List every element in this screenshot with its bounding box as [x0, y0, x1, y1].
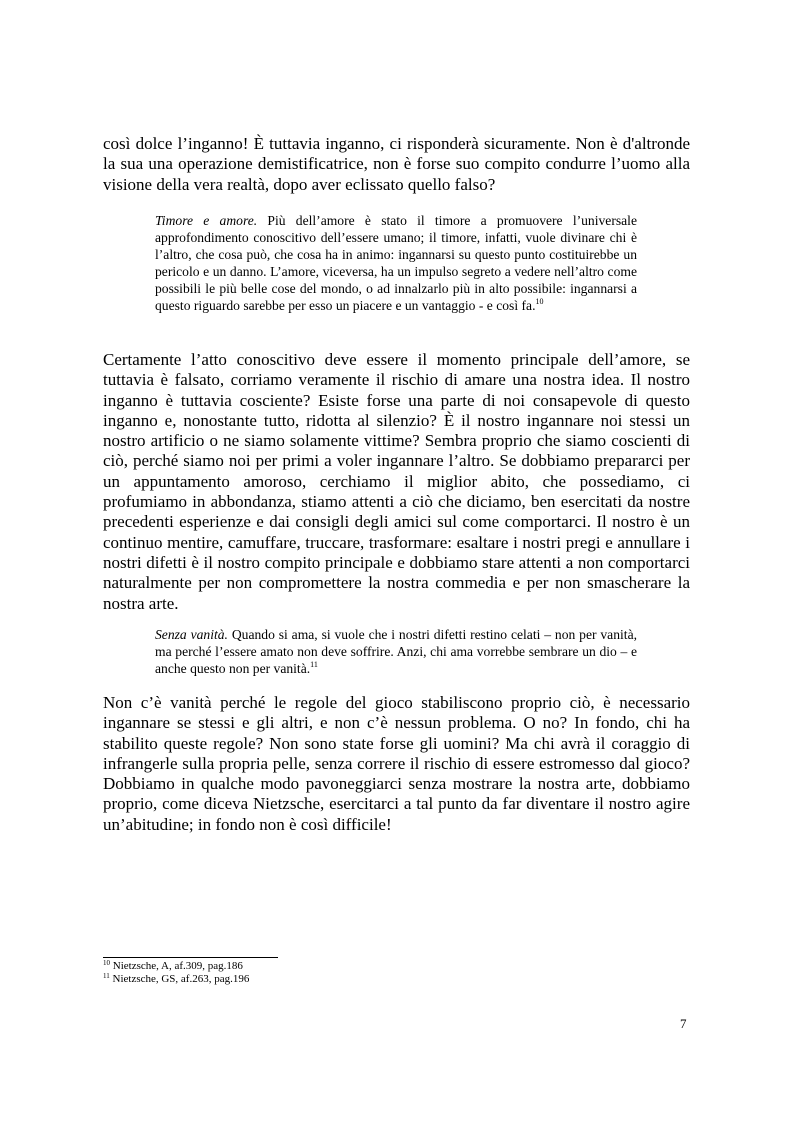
- quote-text: Quando si ama, si vuole che i nostri difetti restino celati – non per vanità, ma perché l’essere amato non deve soffrire. Anzi, chi ama vorrebbe sembrare un dio – e anche questo non per vanità.: [155, 627, 638, 677]
- quote-text: Più dell’amore è stato il timore a promuovere l’universale approfondimento conoscitivo dell’essere umano; il timore, infatti, vuole divinare chi è l’altro, che cosa può, che cosa ha in animo: ingannarsi su questo punto costituirebbe un pericolo e un danno. L’amore, viceversa, ha un impulso segreto a vedere nell’altro come possibili le più belle cose del mondo, o ad innalzarlo più in alto possibile: ingannarsi a questo riguardo sarebbe per esso un piacere e un vantaggio - e così fa.: [155, 213, 637, 314]
- footnotes: [103, 960, 503, 986]
- footnote-text: Nietzsche, GS, af.263, pag.196: [109, 973, 250, 985]
- footnote-10: [103, 960, 503, 973]
- page-number: 7: [680, 1016, 687, 1031]
- body-paragraph-1: così dolce l’inganno! È tuttavia inganno, ci risponderà sicuramente. Non è d'altronde la sua una operazione demistificatrice, non è forse suo compito condurre l’uomo alla visione della vera realtà, dopo aver eclissato quello falso?: [103, 134, 690, 194]
- footnote-ref-11[interactable]: 11: [310, 660, 318, 670]
- footnote-separator: [103, 957, 278, 958]
- body-paragraph-2: Certamente l’atto conoscitivo deve essere il momento principale dell’amore, se tuttavia è falsato, corriamo veramente il rischio di amare una nostra idea. Il nostro inganno è tuttavia cosciente? Esiste forse una parte di noi consapevole di questo inganno e, nonostante tutto, ridotta al silenzio? È il nostro ingannare noi stessi un nostro artificio o ne siamo solamente vittime? Sembra proprio che siamo coscienti di ciò, perché siamo noi per primi a voler ingannare l’altro. Se dobbiamo prepararci per un appuntamento amoroso, cerchiamo il miglior abito, che possediamo, ci profumiamo in abbondanza, stiamo attenti a ciò che diciamo, ben esercitati da nostre precedenti esperienze e dai consigli degli amici sul come comportarci. Il nostro è un continuo mentire, camuffare, truccare, trasformare: esaltare i nostri pregi e annullare i nostri difetti è il nostro compito principale e dobbiamo stare attenti a non comportarci naturalmente per non compromettere la nostra commedia e per non smascherare la nostra arte.: [103, 350, 690, 613]
- quote-title: Senza vanità.: [155, 627, 228, 642]
- block-quote-senza-vanita: [155, 626, 637, 677]
- footnote-number: 10: [103, 959, 110, 967]
- block-quote-timore-e-amore: [155, 212, 637, 315]
- footnote-text: Nietzsche, A, af.309, pag.186: [110, 960, 243, 972]
- footnote-ref-10[interactable]: 10: [535, 297, 544, 307]
- body-paragraph-3: Non c’è vanità perché le regole del gioco stabiliscono proprio ciò, è necessario ingannare se stessi e gli altri, e non c’è nessun problema. O no? In fondo, chi ha stabilito queste regole? Non sono state forse gli uomini? Ma chi avrà il coraggio di infrangerle sulla propria pelle, senza correre il rischio di essere estromesso dal gioco? Dobbiamo in qualche modo pavoneggiarci senza mostrare la nostra arte, dobbiamo proprio, come diceva Nietzsche, esercitarci a tal punto da far diventare il nostro agire un’abitudine; in fondo non è così difficile!: [103, 693, 690, 834]
- quote-title: Timore e amore.: [155, 213, 258, 228]
- footnote-11: [103, 973, 503, 986]
- footnote-number: 11: [103, 972, 110, 980]
